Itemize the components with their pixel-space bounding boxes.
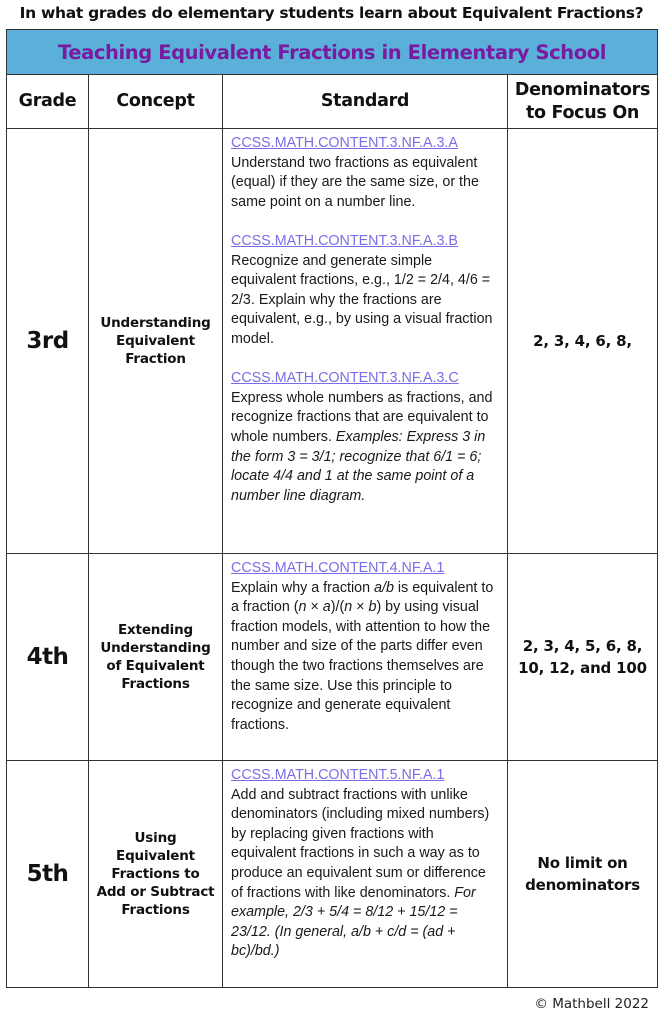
standard-text: Recognize and generate simple equivalent fractions, e.g., 1/2 = 2/4, 4/6 = 2/3. Explain why the fractions are equivalent, e.g., by using a visual fraction model. bbox=[231, 252, 493, 347]
standard-link[interactable]: CCSS.MATH.CONTENT.3.NF.A.3.B bbox=[231, 232, 458, 249]
standard-text: Explain why a fraction a/b is equivalent to a fraction (n × a)/(n × b) by using visual fraction models, with attention to how the number and size of the parts differ even though the two fractions themselves are the same size. Use this principle to recognize and generate equivalent fractions. bbox=[231, 579, 494, 733]
standard-example: For example, 2/3 + 5/4 = 8/12 + 15/12 = 23/12. (In general, a/b + c/d = (ad + bc)/bd.) bbox=[231, 884, 476, 960]
grade-cell: 4th bbox=[7, 554, 89, 761]
standard-link[interactable]: CCSS.MATH.CONTENT.5.NF.A.1 bbox=[231, 767, 445, 783]
standard-cell bbox=[223, 129, 508, 554]
standard-block bbox=[231, 766, 501, 962]
header-denominators bbox=[508, 75, 658, 129]
standard-cell bbox=[223, 761, 508, 988]
standard-block bbox=[231, 232, 501, 350]
standard-text: Add and subtract fractions with unlike denominators (including mixed numbers) by replacing given fractions with equivalent fractions in such a way as to produce an equivalent sum or difference of fractions with like denominators. bbox=[231, 786, 490, 901]
standard-text: Express whole numbers as fractions, and recognize fractions that are equivalent to whole numbers. bbox=[231, 389, 493, 445]
grade-cell: 5th bbox=[7, 761, 89, 988]
table-row-grade-3 bbox=[7, 129, 658, 554]
copyright-footer: © Mathbell 2022 bbox=[534, 996, 649, 1012]
table-title: Teaching Equivalent Fractions in Elementary School bbox=[7, 30, 658, 75]
standard-link[interactable]: CCSS.MATH.CONTENT.3.NF.A.3.C bbox=[231, 370, 459, 387]
standard-cell bbox=[223, 554, 508, 761]
standard-link[interactable]: CCSS.MATH.CONTENT.4.NF.A.1 bbox=[231, 560, 445, 576]
standard-block bbox=[231, 134, 501, 212]
concept-cell: Extending Understanding of Equivalent Fractions bbox=[89, 554, 223, 761]
header-standard: Standard bbox=[223, 75, 508, 129]
standard-example: Examples: Express 3 in the form 3 = 3/1; recognize that 6/1 = 6; locate 4/4 and 1 at the same point of a number line diagram. bbox=[231, 428, 486, 504]
standard-block bbox=[231, 559, 501, 735]
column-header-row bbox=[7, 75, 658, 129]
equivalent-fractions-table bbox=[6, 29, 658, 988]
standard-block bbox=[231, 369, 501, 506]
denominators-cell: 2, 3, 4, 5, 6, 8, 10, 12, and 100 bbox=[508, 554, 658, 761]
header-denominators-line2: to Focus On bbox=[525, 102, 640, 123]
table-row-grade-4 bbox=[7, 554, 658, 761]
concept-cell: Understanding Equivalent Fraction bbox=[89, 129, 223, 554]
page-question: In what grades do elementary students learn about Equivalent Fractions? bbox=[19, 4, 644, 22]
header-concept: Concept bbox=[89, 75, 223, 129]
denominators-cell: 2, 3, 4, 6, 8, bbox=[508, 129, 658, 554]
header-grade: Grade bbox=[7, 75, 89, 129]
grade-cell: 3rd bbox=[7, 129, 89, 554]
header-denominators-line1: Denominators bbox=[514, 79, 651, 100]
denominators-cell: No limit on denominators bbox=[508, 761, 658, 988]
standard-text: Understand two fractions as equivalent (equal) if they are the same size, or the same point on a number line. bbox=[231, 154, 479, 210]
concept-cell: Using Equivalent Fractions to Add or Subtract Fractions bbox=[89, 761, 223, 988]
table-row-grade-5 bbox=[7, 761, 658, 988]
standard-link[interactable]: CCSS.MATH.CONTENT.3.NF.A.3.A bbox=[231, 135, 458, 151]
